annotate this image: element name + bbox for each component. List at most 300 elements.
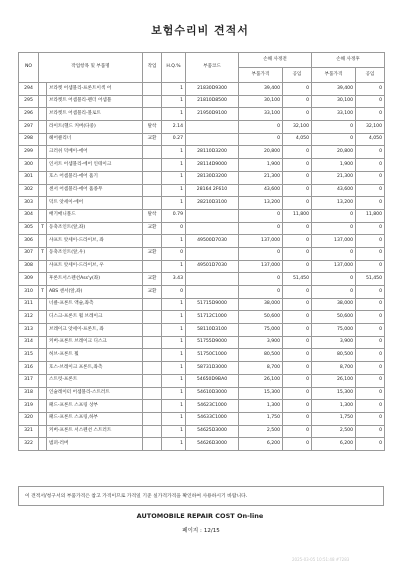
row-work-type: 교환 xyxy=(143,222,162,235)
row-hq: 0 xyxy=(162,247,186,260)
row-work-type xyxy=(143,336,162,349)
row-item-name: 후론트서스펜션Ass'y(좌) xyxy=(47,273,143,286)
row-part-code: 49500D7030 xyxy=(186,235,239,248)
row-part-code: 58110D3100 xyxy=(186,324,239,337)
row-part-price-after: 3,900 xyxy=(312,336,356,349)
row-work-type xyxy=(143,108,162,121)
table-row xyxy=(19,197,385,210)
row-item-name: 덕트 앗세이-에어 xyxy=(47,197,143,210)
row-part-price-after: 30,100 xyxy=(312,95,356,108)
row-hq: 1 xyxy=(162,83,186,96)
row-labor-after: 0 xyxy=(356,108,385,121)
table-row xyxy=(19,374,385,387)
row-marker xyxy=(39,83,47,96)
row-part-code: 21830D9300 xyxy=(186,83,239,96)
table-row xyxy=(19,298,385,311)
row-no: 307 xyxy=(19,247,39,260)
row-work-type xyxy=(143,412,162,425)
table-row xyxy=(19,83,385,96)
row-labor-after: 0 xyxy=(356,146,385,159)
row-hq: 1 xyxy=(162,95,186,108)
row-labor-after: 0 xyxy=(356,324,385,337)
row-labor-before: 0 xyxy=(283,438,312,451)
row-marker: T xyxy=(39,222,47,235)
row-labor-after: 0 xyxy=(356,349,385,362)
row-labor-after: 32,100 xyxy=(356,121,385,134)
row-part-price-after: 80,500 xyxy=(312,349,356,362)
row-labor-before: 0 xyxy=(283,324,312,337)
table-row xyxy=(19,273,385,286)
row-work-type xyxy=(143,235,162,248)
row-item-name: 헤어클리너 xyxy=(47,133,143,146)
header-before-adjust: 손해 사정전 xyxy=(239,53,312,68)
row-part-price-after: 8,700 xyxy=(312,362,356,375)
row-part-price-before: 39,400 xyxy=(239,83,283,96)
row-part-price-before: 1,300 xyxy=(239,400,283,413)
row-part-price-after: 0 xyxy=(312,121,356,134)
price-notice: 이 견적서/청구서의 부품가격은 참고 가격이므로 가격일 기준 실가격가격을 확인하여 사용하시기 바랍니다. xyxy=(18,486,384,506)
row-labor-before: 0 xyxy=(283,387,312,400)
row-item-name: 인서트 어셈블리-에어 인테이크 xyxy=(47,159,143,172)
row-part-price-before: 0 xyxy=(239,222,283,235)
row-part-code xyxy=(186,133,239,146)
row-part-price-after: 0 xyxy=(312,273,356,286)
row-part-code: 49501D7030 xyxy=(186,260,239,273)
row-hq: 1 xyxy=(162,146,186,159)
row-work-type xyxy=(143,83,162,96)
row-part-code: 21810D8500 xyxy=(186,95,239,108)
row-no: 300 xyxy=(19,159,39,172)
row-item-name: 호스 어셈블리-에어 흡기 xyxy=(47,171,143,184)
row-no: 296 xyxy=(19,108,39,121)
row-labor-after: 51,450 xyxy=(356,273,385,286)
row-labor-after: 0 xyxy=(356,387,385,400)
row-no: 299 xyxy=(19,146,39,159)
row-labor-after: 0 xyxy=(356,438,385,451)
row-work-type: 탈착 xyxy=(143,121,162,134)
table-row xyxy=(19,311,385,324)
row-part-price-after: 75,000 xyxy=(312,324,356,337)
row-no: 302 xyxy=(19,184,39,197)
row-hq: 1 xyxy=(162,362,186,375)
row-part-code: 28164 2F610 xyxy=(186,184,239,197)
row-part-code xyxy=(186,222,239,235)
row-work-type xyxy=(143,349,162,362)
row-part-price-after: 38,000 xyxy=(312,298,356,311)
row-labor-after: 0 xyxy=(356,298,385,311)
row-part-price-before: 43,600 xyxy=(239,184,283,197)
row-hq: 3.43 xyxy=(162,273,186,286)
print-stamp: 2025-03-05 10:51:48 #7283 xyxy=(292,557,350,562)
row-part-price-after: 0 xyxy=(312,222,356,235)
table-row xyxy=(19,425,385,438)
row-labor-after: 0 xyxy=(356,286,385,299)
row-item-name: 센서 어셈블리-에어 흡종무 xyxy=(47,184,143,197)
row-labor-before: 0 xyxy=(283,425,312,438)
table-row xyxy=(19,324,385,337)
row-no: 315 xyxy=(19,349,39,362)
row-no: 295 xyxy=(19,95,39,108)
table-row xyxy=(19,286,385,299)
table-row xyxy=(19,95,385,108)
row-marker xyxy=(39,133,47,146)
row-part-price-after: 137,000 xyxy=(312,260,356,273)
row-labor-after: 0 xyxy=(356,400,385,413)
row-part-price-before: 0 xyxy=(239,247,283,260)
row-item-name: 동축조인트(앞,좌) xyxy=(47,222,143,235)
row-work-type xyxy=(143,146,162,159)
row-part-code: 54650D9BA0 xyxy=(186,374,239,387)
row-part-price-before: 6,200 xyxy=(239,438,283,451)
header-part-code: 부품코드 xyxy=(186,53,239,83)
row-part-price-after: 6,200 xyxy=(312,438,356,451)
row-labor-after: 0 xyxy=(356,311,385,324)
row-marker xyxy=(39,412,47,425)
row-hq: 0 xyxy=(162,286,186,299)
table-row xyxy=(19,184,385,197)
row-marker xyxy=(39,235,47,248)
row-part-price-after: 15,300 xyxy=(312,387,356,400)
row-part-price-after: 0 xyxy=(312,209,356,222)
row-no: 311 xyxy=(19,298,39,311)
row-hq: 1 xyxy=(162,324,186,337)
row-part-price-before: 0 xyxy=(239,121,283,134)
row-no: 312 xyxy=(19,311,39,324)
row-work-type xyxy=(143,400,162,413)
table-row xyxy=(19,146,385,159)
row-part-price-after: 21,300 xyxy=(312,171,356,184)
row-labor-after: 0 xyxy=(356,95,385,108)
row-part-price-after: 137,000 xyxy=(312,235,356,248)
row-labor-before: 11,800 xyxy=(283,209,312,222)
row-no: 297 xyxy=(19,121,39,134)
row-labor-before: 0 xyxy=(283,235,312,248)
header-work: 작업 xyxy=(143,53,162,83)
row-labor-after: 0 xyxy=(356,159,385,172)
row-labor-before: 0 xyxy=(283,311,312,324)
row-hq: 1 xyxy=(162,425,186,438)
row-labor-after: 0 xyxy=(356,374,385,387)
row-part-code: 54610D3000 xyxy=(186,387,239,400)
row-labor-before: 0 xyxy=(283,336,312,349)
row-item-name: 호스-브레이크 프론트,좌측 xyxy=(47,362,143,375)
row-no: 304 xyxy=(19,209,39,222)
row-hq: 1 xyxy=(162,438,186,451)
row-labor-after: 4,050 xyxy=(356,133,385,146)
table-row xyxy=(19,159,385,172)
row-no: 306 xyxy=(19,235,39,248)
row-labor-after: 0 xyxy=(356,235,385,248)
row-marker xyxy=(39,108,47,121)
row-part-price-after: 50,600 xyxy=(312,311,356,324)
row-marker xyxy=(39,184,47,197)
row-part-price-before: 3,900 xyxy=(239,336,283,349)
header-after-adjust: 손해 사정후 xyxy=(312,53,385,68)
header-item: 작업항목 및 부품명 xyxy=(39,53,143,83)
row-labor-after: 0 xyxy=(356,184,385,197)
table-row xyxy=(19,121,385,134)
row-part-code: 21950D9100 xyxy=(186,108,239,121)
page-title: 보험수리비 견적서 xyxy=(151,24,249,37)
row-hq: 1 xyxy=(162,197,186,210)
row-marker xyxy=(39,362,47,375)
row-item-name: 디스크-프론트 휠 브레이크 xyxy=(47,311,143,324)
row-item-name: 크러쉬 덕베이-에어 xyxy=(47,146,143,159)
page-value: 12/15 xyxy=(203,528,220,534)
row-part-price-before: 50,600 xyxy=(239,311,283,324)
row-labor-after: 0 xyxy=(356,336,385,349)
row-part-price-after: 13,200 xyxy=(312,197,356,210)
row-part-price-before: 0 xyxy=(239,273,283,286)
row-marker: T xyxy=(39,247,47,260)
table-row xyxy=(19,209,385,222)
row-hq: 1 xyxy=(162,387,186,400)
row-hq: 1 xyxy=(162,349,186,362)
row-item-name: 범퍼-러버 xyxy=(47,438,143,451)
page-label: 페이지 : xyxy=(182,528,202,534)
row-marker: T xyxy=(39,286,47,299)
row-marker xyxy=(39,438,47,451)
row-labor-before: 0 xyxy=(283,247,312,260)
row-work-type: 교환 xyxy=(143,247,162,260)
header-hq: H.Q.% xyxy=(162,53,186,83)
table-row xyxy=(19,247,385,260)
row-part-price-before: 20,800 xyxy=(239,146,283,159)
row-work-type xyxy=(143,387,162,400)
row-hq: 1 xyxy=(162,184,186,197)
row-part-price-after: 1,750 xyxy=(312,412,356,425)
row-work-type: 교환 xyxy=(143,273,162,286)
row-part-price-before: 75,000 xyxy=(239,324,283,337)
table-row xyxy=(19,349,385,362)
row-part-price-before: 137,000 xyxy=(239,235,283,248)
row-labor-after: 0 xyxy=(356,83,385,96)
row-labor-before: 4,050 xyxy=(283,133,312,146)
row-item-name: 너클-프론트 액슬,좌측 xyxy=(47,298,143,311)
row-hq: 2.14 xyxy=(162,121,186,134)
row-hq: 1 xyxy=(162,235,186,248)
row-item-name: 커버-프론트 서스펜션 스트러트 xyxy=(47,425,143,438)
row-work-type xyxy=(143,324,162,337)
row-item-name: 허브-프론트 휠 xyxy=(47,349,143,362)
row-hq: 1 xyxy=(162,336,186,349)
row-no: 303 xyxy=(19,197,39,210)
row-item-name: 동축조인트(앞,우) xyxy=(47,247,143,260)
row-part-code: 28114D9000 xyxy=(186,159,239,172)
row-hq: 1 xyxy=(162,400,186,413)
row-no: 314 xyxy=(19,336,39,349)
row-part-code: 51715D9000 xyxy=(186,298,239,311)
row-part-price-before: 38,000 xyxy=(239,298,283,311)
row-marker xyxy=(39,400,47,413)
row-labor-before: 0 xyxy=(283,184,312,197)
row-hq: 1 xyxy=(162,159,186,172)
table-row xyxy=(19,222,385,235)
row-marker xyxy=(39,273,47,286)
row-part-code: 28110D3200 xyxy=(186,146,239,159)
row-part-code: 54633C1000 xyxy=(186,412,239,425)
row-item-name: 샤프트 앗세이-드라이브, 우 xyxy=(47,260,143,273)
row-work-type: 교환 xyxy=(143,286,162,299)
footer-title: AUTOMOBILE REPAIR COST On-line xyxy=(136,512,264,520)
row-labor-before: 0 xyxy=(283,95,312,108)
row-item-name: 브레이크 앗세이-프론트, 좌 xyxy=(47,324,143,337)
row-labor-after: 0 xyxy=(356,260,385,273)
row-part-code xyxy=(186,286,239,299)
row-part-price-before: 33,100 xyxy=(239,108,283,121)
row-item-name: 커버-프론트 브레이크 디스크 xyxy=(47,336,143,349)
row-labor-after: 11,800 xyxy=(356,209,385,222)
row-part-code xyxy=(186,209,239,222)
row-marker xyxy=(39,95,47,108)
row-marker xyxy=(39,336,47,349)
row-labor-before: 0 xyxy=(283,197,312,210)
row-part-code xyxy=(186,273,239,286)
row-part-code: 28130D3200 xyxy=(186,171,239,184)
row-marker xyxy=(39,298,47,311)
table-row xyxy=(19,400,385,413)
row-labor-before: 0 xyxy=(283,222,312,235)
row-marker xyxy=(39,121,47,134)
row-part-code: 51750C1000 xyxy=(186,349,239,362)
row-labor-before: 0 xyxy=(283,400,312,413)
row-part-price-before: 137,000 xyxy=(239,260,283,273)
row-part-code: 54623C1000 xyxy=(186,400,239,413)
row-marker xyxy=(39,209,47,222)
row-hq: 1 xyxy=(162,374,186,387)
header-labor-before: 공임 xyxy=(283,68,312,83)
row-no: 298 xyxy=(19,133,39,146)
row-marker xyxy=(39,349,47,362)
row-item-name: 패드-프론트 스프링 상부 xyxy=(47,400,143,413)
page-number xyxy=(0,526,400,534)
row-work-type xyxy=(143,438,162,451)
row-part-price-before: 15,300 xyxy=(239,387,283,400)
table-row xyxy=(19,362,385,375)
row-labor-after: 0 xyxy=(356,412,385,425)
row-work-type xyxy=(143,298,162,311)
row-part-price-before: 0 xyxy=(239,209,283,222)
row-work-type xyxy=(143,260,162,273)
row-part-price-after: 43,600 xyxy=(312,184,356,197)
row-part-price-after: 1,900 xyxy=(312,159,356,172)
row-no: 308 xyxy=(19,260,39,273)
row-part-price-after: 20,800 xyxy=(312,146,356,159)
row-part-price-before: 21,300 xyxy=(239,171,283,184)
row-hq: 1 xyxy=(162,412,186,425)
row-labor-after: 0 xyxy=(356,247,385,260)
row-part-price-before: 0 xyxy=(239,133,283,146)
row-work-type xyxy=(143,159,162,172)
row-part-price-before: 80,500 xyxy=(239,349,283,362)
row-no: 313 xyxy=(19,324,39,337)
row-part-price-after: 0 xyxy=(312,133,356,146)
row-item-name: 인슐레이터 어셈블리-스트러트 xyxy=(47,387,143,400)
table-row xyxy=(19,438,385,451)
row-no: 320 xyxy=(19,412,39,425)
row-part-price-before: 0 xyxy=(239,286,283,299)
table-row xyxy=(19,235,385,248)
row-hq: 1 xyxy=(162,171,186,184)
row-item-name: 패드-프론트 스프링,하부 xyxy=(47,412,143,425)
table-row xyxy=(19,412,385,425)
row-marker xyxy=(39,324,47,337)
row-hq: 1 xyxy=(162,108,186,121)
row-marker xyxy=(39,159,47,172)
row-labor-before: 0 xyxy=(283,83,312,96)
row-marker xyxy=(39,311,47,324)
row-part-price-after: 1,300 xyxy=(312,400,356,413)
row-part-price-before: 8,700 xyxy=(239,362,283,375)
table-row xyxy=(19,133,385,146)
row-labor-after: 0 xyxy=(356,362,385,375)
row-part-code: 51712C1000 xyxy=(186,311,239,324)
row-work-type xyxy=(143,184,162,197)
row-labor-before: 0 xyxy=(283,260,312,273)
estimate-table xyxy=(18,52,385,451)
row-marker xyxy=(39,374,47,387)
row-labor-before: 0 xyxy=(283,349,312,362)
row-labor-before: 32,100 xyxy=(283,121,312,134)
row-marker xyxy=(39,425,47,438)
row-part-price-before: 2,500 xyxy=(239,425,283,438)
row-part-price-before: 26,100 xyxy=(239,374,283,387)
row-no: 321 xyxy=(19,425,39,438)
row-item-name: 브라켓트 어셈블리-볼로트 xyxy=(47,108,143,121)
row-marker xyxy=(39,146,47,159)
row-part-price-after: 26,100 xyxy=(312,374,356,387)
row-part-price-before: 1,900 xyxy=(239,159,283,172)
row-hq: 1 xyxy=(162,311,186,324)
row-part-price-before: 13,200 xyxy=(239,197,283,210)
row-work-type xyxy=(143,197,162,210)
row-work-type: 탈착 xyxy=(143,209,162,222)
row-work-type xyxy=(143,362,162,375)
table-row xyxy=(19,336,385,349)
header-labor-after: 공임 xyxy=(356,68,385,83)
row-no: 294 xyxy=(19,83,39,96)
row-labor-after: 0 xyxy=(356,425,385,438)
row-item-name: ABS 센서(앞,좌) xyxy=(47,286,143,299)
row-work-type xyxy=(143,311,162,324)
table-row xyxy=(19,171,385,184)
row-no: 305 xyxy=(19,222,39,235)
row-part-price-after: 2,500 xyxy=(312,425,356,438)
table-row xyxy=(19,108,385,121)
row-labor-before: 0 xyxy=(283,108,312,121)
row-part-code: 54626D3000 xyxy=(186,438,239,451)
row-item-name: 배기매니폴드 xyxy=(47,209,143,222)
row-item-name: 스트럿-프론트 xyxy=(47,374,143,387)
header-part-price-before: 부품가격 xyxy=(239,68,283,83)
row-labor-before: 0 xyxy=(283,298,312,311)
row-hq: 0.79 xyxy=(162,209,186,222)
row-part-code xyxy=(186,247,239,260)
row-no: 310 xyxy=(19,286,39,299)
table-row xyxy=(19,260,385,273)
row-labor-before: 0 xyxy=(283,374,312,387)
row-part-price-after: 33,100 xyxy=(312,108,356,121)
row-labor-before: 0 xyxy=(283,159,312,172)
row-no: 301 xyxy=(19,171,39,184)
header-part-price-after: 부품가격 xyxy=(312,68,356,83)
row-part-code: 28210D3100 xyxy=(186,197,239,210)
row-no: 322 xyxy=(19,438,39,451)
row-item-name: 샤프트 앗세이-드라이브, 좌 xyxy=(47,235,143,248)
header-no: NO xyxy=(19,53,39,83)
row-hq: 0 xyxy=(162,222,186,235)
row-item-name: 브라켓 어셈블리-프론트이섹 어 xyxy=(47,83,143,96)
